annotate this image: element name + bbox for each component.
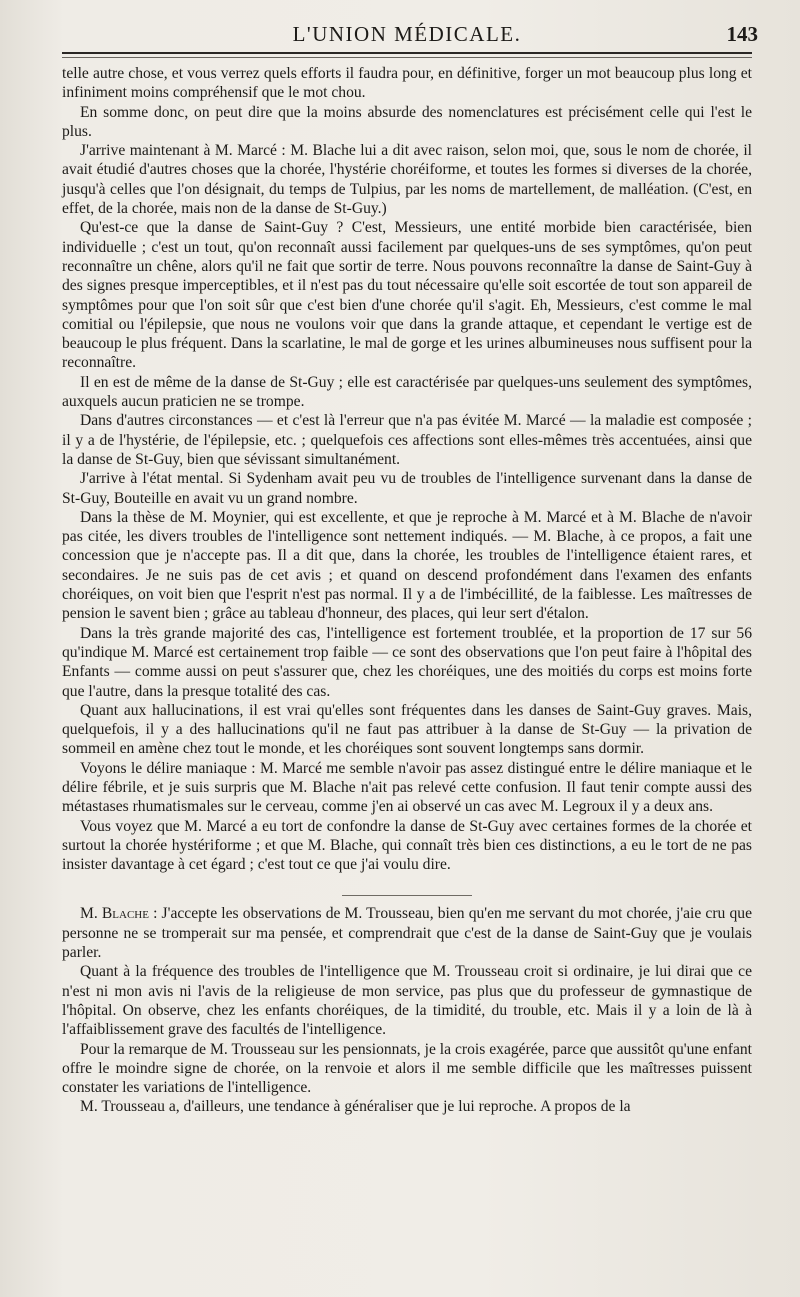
paragraph: telle autre chose, et vous verrez quels efforts il faudra pour, en définitive, forger un mot beaucoup plus long et infiniment moins compréhensif que le mot chou. [62, 65, 752, 102]
paragraph: J'arrive maintenant à M. Marcé : M. Blache lui a dit avec raison, selon moi, que, sous le nom de chorée, il avait étudié d'autres choses que la chorée, l'hystérie choréiforme, et toutes les formes si diverses de la chorée, jusqu'à celles que l'on désignait, du temps de Tulpius, par les noms de martellement, de malléation. (C'est, en effet, de la chorée, mais non de la danse de St-Guy.) [62, 142, 752, 218]
paragraph: M. Trousseau a, d'ailleurs, une tendance à généraliser que je lui reproche. A propos de la [80, 1098, 631, 1116]
paragraph: Quant aux hallucinations, il est vrai qu'elles sont fréquentes dans les danses de Saint-Guy graves. Mais, quelquefois, il y a des hallucinations qu'il ne faut pas attribuer à la danse de St-Guy — la privation de sommeil en amène chez tout le monde, et les choréiques sont souvent longtemps sans dormir. [62, 701, 752, 758]
paragraph-text: : J'accepte les observations de M. Trousseau, bien qu'en me servant du mot chorée, j'aie cru que personne ne se tromperait sur ma pensée, et comprendrait que c'est de la danse de Saint-Guy que je voulais parler. [62, 905, 752, 962]
header-rule [62, 57, 752, 58]
paragraph: Quant à la fréquence des troubles de l'intelligence que M. Trousseau croit si ordinaire, je lui dirai que ce n'est ni mon avis ni l'avis de la religieuse de mon service, pas plus que du professeur de gymnastique de l'hôpital. On observe, chez les enfants choréiques, de la timidité, du trouble, etc. Mais il y a loin de là à l'affaiblissement grave des facultés de l'intelligence. [62, 963, 752, 1039]
article-body [62, 64, 752, 1117]
speaker-name: M. Blache [80, 905, 149, 923]
paragraph: Voyons le délire maniaque : M. Marcé me semble n'avoir pas assez distingué entre le délire maniaque et le délire fébrile, et je suis surpris que M. Blache n'ait pas relevé cette confusion. Il faut tenir compte aussi des métastases rhumatismales sur le cerveau, comme j'en ai observé un cas avec M. Legroux il y a deux ans. [62, 759, 752, 816]
paragraph: Pour la remarque de M. Trousseau sur les pensionnats, je la crois exagérée, parce que aussitôt qu'une enfant offre le moindre signe de chorée, on la renvoie et alors il me semble difficile que les maîtresses puissent constater les variations de l'intelligence. [62, 1040, 752, 1097]
paragraph: Dans la thèse de M. Moynier, qui est excellente, et que je reproche à M. Marcé et à M. Blache de n'avoir pas citée, les divers troubles de l'intelligence sont nettement indiqués. — M. Blache, à ce propos, a fait une concession que je n'accepte pas. Il a dit que, dans la chorée, les troubles de l'intelligence étaient rares, et secondaires. Je ne suis pas de cet avis ; et quand on descend profondément dans l'examen des enfants choréiques, on voit bien que l'esprit n'est pas normal. Il y a de l'imbécillité, de la faiblesse. Les maîtresses de pension le savent bien ; grâce au tableau d'honneur, des places, qui leur sert d'étalon. [62, 508, 752, 623]
paragraph: Qu'est-ce que la danse de Saint-Guy ? C'est, Messieurs, une entité morbide bien caractérisée, bien individuelle ; c'est un tout, qu'on reconnaît aussi facilement par quelques-uns de ses symptômes, qu'on peut reconnaître un chêne, alors qu'il ne fait que sortir de terre. Nous pouvons reconnaître la danse de Saint-Guy à des signes presque imperceptibles, et il n'est pas du tout nécessaire qu'elle soit escortée de tout son appareil de symptômes pour que l'on soit sûr que c'est bien d'une chorée qu'il s'agit. Eh, Messieurs, c'est comme le mal comitial ou l'épilepsie, que nous ne voulons voir que dans la grande attaque, et cependant le vertige est de beaucoup le plus fréquent. Dans la scarlatine, le mal de gorge et les urines albumineuses nous suffisent pour la reconnaître. [62, 219, 752, 372]
paragraph: Vous voyez que M. Marcé a eu tort de confondre la danse de St-Guy avec certaines formes de la chorée et surtout la chorée hystériforme ; et que M. Blache, qui connaît très bien ces distinctions, a eu le tort de ne pas insister davantage à cet égard ; c'est tout ce que j'ai voulu dire. [62, 817, 752, 874]
paragraph: J'arrive à l'état mental. Si Sydenham avait peu vu de troubles de l'intelligence survenant dans la danse de St-Guy, Bouteille en avait vu un grand nombre. [62, 470, 752, 507]
paragraph: Il en est de même de la danse de St-Guy ; elle est caractérisée par quelques-uns seulement des symptômes, auxquels aucun praticien ne se trompe. [62, 373, 752, 411]
journal-title: L'UNION MÉDICALE. [292, 22, 522, 46]
paragraph: En somme donc, on peut dire que la moins absurde des nomenclatures est précisément celle qui l'est le plus. [62, 103, 752, 140]
running-head [62, 18, 758, 54]
section-separator [62, 885, 752, 893]
paragraph: Dans la très grande majorité des cas, l'intelligence est fortement troublée, et la proportion de 17 sur 56 qu'indique M. Marcé est certainement trop faible — ce sont des observations que l'on peut faire à l'hôpital des Enfants — comme aussi on peut s'assurer que, chez les choréiques, une des moitiés du corps est moins forte que l'autre, dans la presque totalité des cas. [62, 624, 752, 700]
page-number: 143 [726, 22, 758, 46]
paragraph: Dans d'autres circonstances — et c'est là l'erreur que n'a pas évitée M. Marcé — la maladie est composée ; il y a de l'hystérie, de l'épilepsie, etc. ; quelquefois ces affections sont elles-mêmes très accentuées, ainsi que la danse de St-Guy, bien que sévissant simultanément. [62, 412, 752, 468]
paragraph [62, 904, 752, 962]
